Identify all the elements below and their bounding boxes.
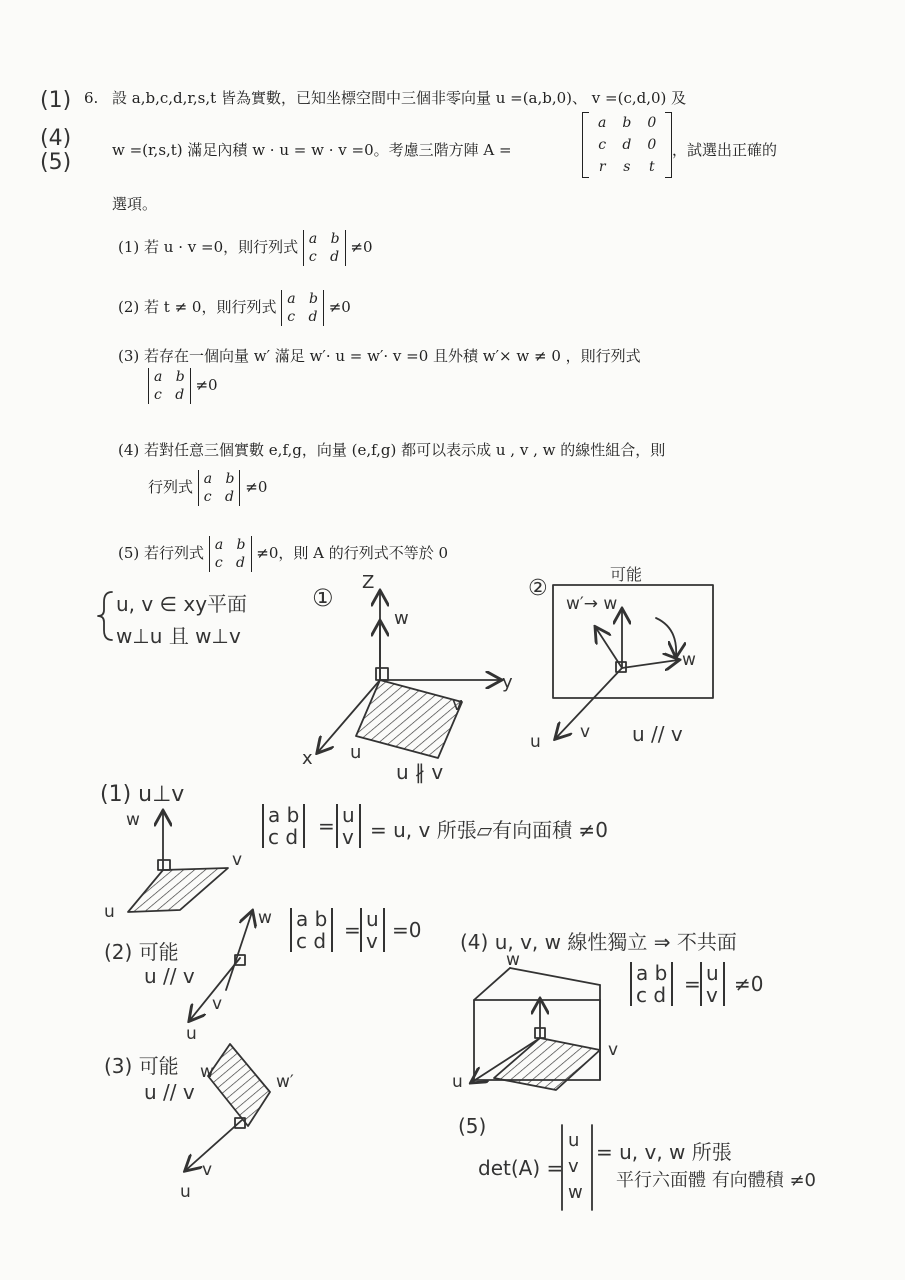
n2-u-label: u <box>186 1024 197 1044</box>
det-row: a b <box>296 907 328 931</box>
question-line-1: 設 a,b,c,d,r,s,t 皆為實數，已知坐標空間中三個非零向量 u =(a,b,0)、 v =(c,d,0) 及 <box>112 89 687 107</box>
det-row: c d <box>296 929 327 953</box>
option-num: (4) <box>118 441 140 459</box>
fig1-z-label: Z <box>362 572 375 593</box>
n4-w-label: w <box>506 950 520 970</box>
fig2-title: 可能 <box>610 565 643 584</box>
n2-sub: u // v <box>144 964 195 988</box>
n1-det <box>262 804 305 848</box>
matrix-cell: d <box>622 137 632 153</box>
brace <box>98 592 112 640</box>
n4-det <box>630 962 673 1006</box>
det-row: v <box>568 1156 579 1177</box>
n2-w-label: w <box>258 908 272 928</box>
brace-line-2: w⊥u 且 w⊥v <box>116 624 241 648</box>
fig2-u-label: u <box>530 732 541 752</box>
fig2-w-label: w <box>682 650 696 670</box>
option-suffix: ≠0 <box>195 376 218 394</box>
n3-sub: u // v <box>144 1080 195 1104</box>
n2-head: (2) 可能 <box>104 940 179 964</box>
n4-eq: ≠0 <box>734 972 764 996</box>
n2-eq: =0 <box>392 918 422 942</box>
matrix-cell: t <box>648 159 655 175</box>
fig1-v-label: v <box>452 694 463 715</box>
matrix-cell: r <box>598 159 606 175</box>
fig1-y-label: y <box>502 672 513 693</box>
n4-equals: = <box>684 972 701 996</box>
brace-line-1: u, v ∈ xy平面 <box>116 592 248 616</box>
n3-u-label: u <box>180 1182 191 1202</box>
det-row: a b <box>268 803 300 827</box>
fig1-right-angle <box>376 668 388 680</box>
option-suffix: ≠0，則 A 的行列式不等於 0 <box>256 544 449 562</box>
margin-answer-1: (1) <box>40 88 72 113</box>
question-line-2a: w =(r,s,t) 滿足內積 w · u = w · v =0。考慮三階方陣 A = <box>112 141 512 159</box>
det-row: u <box>366 907 379 931</box>
determinant: a b c d <box>198 470 241 506</box>
determinant: a b c d <box>209 536 252 572</box>
option-suffix: ≠0 <box>328 298 351 316</box>
fig2-v-label: v <box>580 722 591 742</box>
n1-eq: = u, v 所張▱有向面積 ≠0 <box>370 818 608 842</box>
fig2-w-right <box>622 660 678 668</box>
question-number: 6. <box>84 89 99 107</box>
n5-lhs: det(A) = <box>478 1156 564 1180</box>
n5-rhs-1: = u, v, w 所張 <box>596 1140 732 1164</box>
option-text: 若 u · v =0，則行列式 <box>144 238 299 256</box>
n1-v-label: v <box>232 850 243 870</box>
option-text: 行列式 <box>148 478 194 496</box>
fig1-label: ① <box>312 584 334 612</box>
option-text: 若 t ≠ 0，則行列式 <box>144 298 277 316</box>
n3-parallelogram <box>208 1044 270 1126</box>
fig1-u-label: u <box>350 742 362 763</box>
n2-det-uv <box>360 908 385 952</box>
margin-answer-5: (5) <box>40 150 72 175</box>
n4-u-label: u <box>452 1072 463 1092</box>
fig1-parallelogram <box>356 680 462 758</box>
n2-equals: = <box>344 918 361 942</box>
n4-v-label: v <box>608 1040 619 1060</box>
n3-u-line <box>186 1120 242 1170</box>
n4-base-hatch <box>494 1038 600 1090</box>
det-row: a b <box>636 961 668 985</box>
option-suffix: ≠0 <box>350 238 373 256</box>
option-text: 若對任意三個實數 e,f,g，向量 (e,f,g) 都可以表示成 u , v , w 的線性組合，則 <box>144 441 666 459</box>
n3-w-label: w <box>200 1062 214 1082</box>
option-text: 若存在一個向量 w′ 滿足 w′· u = w′· v =0 且外積 w′× w ≠ 0 ，則行列式 <box>144 347 641 365</box>
det-row: v <box>342 825 354 849</box>
det-row: u <box>568 1130 580 1151</box>
det-row: v <box>366 929 378 953</box>
fig2-caption: u // v <box>632 722 683 746</box>
n2-det <box>290 908 333 952</box>
n1-det-uv <box>336 804 361 848</box>
n2-v-label: v <box>212 994 223 1014</box>
fig1-x-label: x <box>302 748 313 769</box>
matrix-cell: 0 <box>647 137 657 153</box>
matrix-cell: 0 <box>647 115 657 131</box>
n1-head: (1) u⊥v <box>100 782 185 807</box>
matrix-cell: c <box>598 137 607 153</box>
question-line-2b: ，試選出正確的 <box>672 141 778 159</box>
option-num: (5) <box>118 544 140 562</box>
n4-det-uv <box>700 962 725 1006</box>
det-row: c d <box>636 983 667 1007</box>
n3-head: (3) 可能 <box>104 1054 179 1078</box>
n3-v-label: v <box>202 1160 213 1180</box>
n5-rhs-2: 平行六面體 有向體積 ≠0 <box>616 1170 816 1191</box>
det-row: v <box>706 983 718 1007</box>
fig2-text: w′→ w <box>566 594 618 614</box>
fig1-w-label: w <box>394 608 409 629</box>
margin-answer-4: (4) <box>40 126 72 151</box>
option-suffix: ≠0 <box>245 478 268 496</box>
matrix-cell: a <box>598 115 607 131</box>
n1-right-angle <box>158 860 170 870</box>
n5-det-uvw <box>568 1128 583 1206</box>
det-row: u <box>706 961 719 985</box>
fig2-rotation-arrow <box>656 618 676 656</box>
option-num: (2) <box>118 298 140 316</box>
matrix-cell: s <box>623 159 631 175</box>
n4-head: (4) u, v, w 線性獨立 ⇒ 不共面 <box>460 930 737 954</box>
n1-u-label: u <box>104 902 115 922</box>
option-num: (3) <box>118 347 140 365</box>
n1-parallelogram <box>128 868 228 912</box>
det-row: c d <box>268 825 299 849</box>
option-num: (1) <box>118 238 140 256</box>
option-text: 若行列式 <box>144 544 205 562</box>
question-line-3: 選項。 <box>112 195 158 213</box>
n2-w-vector <box>226 912 252 990</box>
n1-w-label: w <box>126 810 140 830</box>
fig1-caption: u ∦ v <box>396 760 444 784</box>
fig2-label: ② <box>528 576 548 601</box>
det-row: u <box>342 803 355 827</box>
det-row: w <box>568 1182 583 1203</box>
determinant: a b c d <box>303 230 346 266</box>
matrix-cell: b <box>622 115 632 131</box>
determinant: a b c d <box>281 290 324 326</box>
n5-head: (5) <box>458 1114 487 1138</box>
n1-equals: = <box>318 814 335 838</box>
determinant: a b c d <box>148 368 191 404</box>
n3-wp-label: w′ <box>276 1072 294 1092</box>
